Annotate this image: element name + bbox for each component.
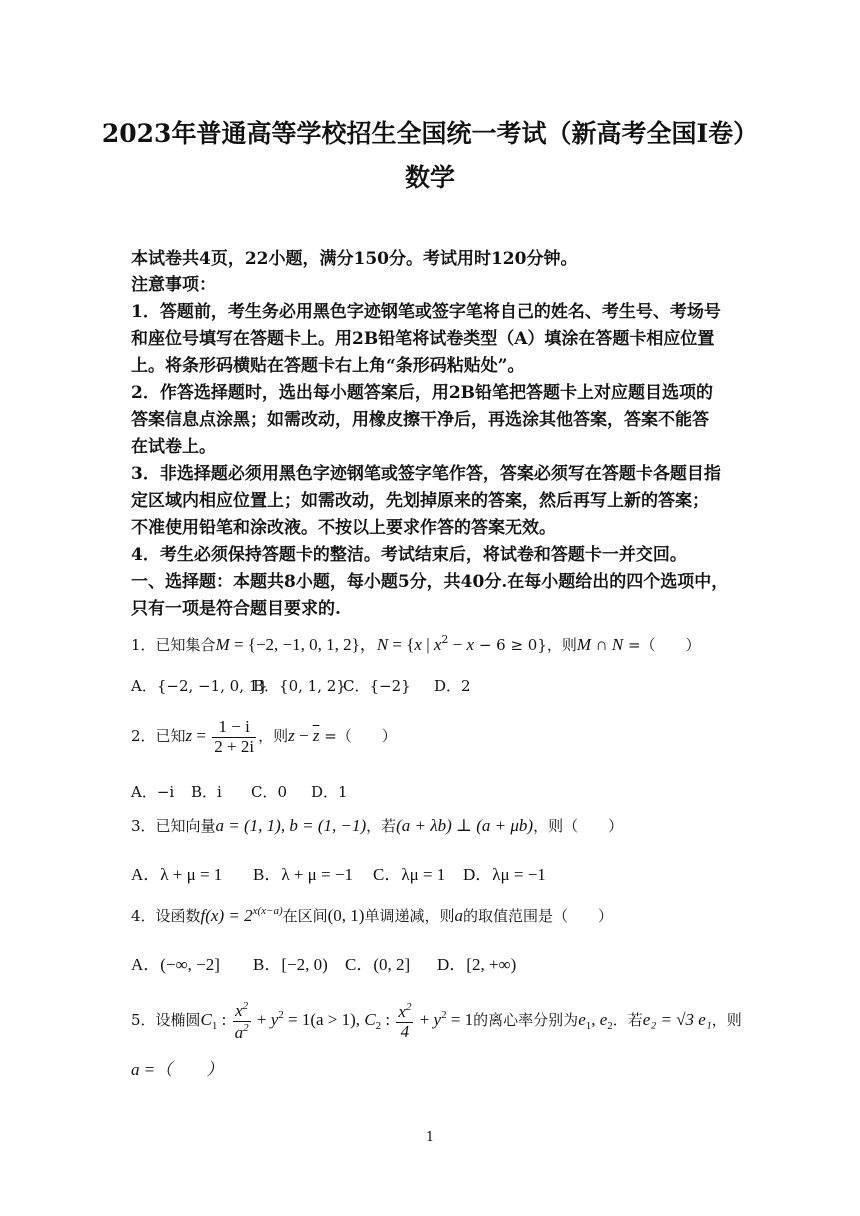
question-4-options [131, 950, 516, 975]
page-number: 1 [425, 1130, 435, 1145]
question-3-stem: 3．已知向量a = (1, 1), b = (1, −1)，若(a + λb) ⊥ (a + μb)，则（ ） [131, 816, 624, 835]
option-a[interactable]: A．(−∞, −2] [131, 955, 220, 974]
fraction: $\frac{x^2}{a^2}$ [234, 1000, 249, 1042]
option-c[interactable]: C．(0, 2] [345, 955, 411, 974]
notice-line: 答案信息点涂黑；如需改动，用橡皮擦干净后，再选涂其他答案，答案不能答 [131, 410, 709, 430]
option-a[interactable]: A．λ + μ = 1 [131, 865, 223, 884]
question-5-stem: 5．设椭圆$C_1$ : $\frac{x^2}{a^2}$ + $y^2 = 1(a > 1)$, $C_2$ : $\frac{x^2}{4}$ + $y^2 = 1$的离心率分别为$e_1$, $e_2$．若e₂ = √3 e₁，则 [131, 1000, 742, 1042]
option-d[interactable]: D．λμ = −1 [463, 865, 546, 884]
question-1-stem: 1．已知集合M = {−2, −1, 0, 1, 2}，N = {x | $x^2 - x - 6 \ge 0$}，则M ∩ N =（ ） [131, 633, 701, 654]
notice-line: 2．作答选择题时，选出每小题答案后，用2B铅笔把答题卡上对应题目选项的 [131, 383, 714, 403]
option-c[interactable]: C．0 [251, 783, 288, 801]
option-b[interactable]: B．[−2, 0) [253, 955, 328, 974]
notice-line: 4．考生必须保持答题卡的整洁。考试结束后，将试卷和答题卡一并交回。 [131, 545, 687, 565]
exam-title: 2023年普通高等学校招生全国统一考试（新高考全国Ⅰ卷） [101, 119, 759, 148]
option-d[interactable]: D．[2, +∞) [437, 955, 517, 974]
fraction: $\frac{x^2}{4}$ [398, 1001, 412, 1041]
notice-line: 定区域内相应位置上；如需改动，先划掉原来的答案，然后再写上新的答案； [131, 491, 709, 511]
notice-line: 上。将条形码横贴在答题卡右上角“条形码粘贴处”。 [131, 356, 525, 376]
option-a[interactable]: A．−i [131, 783, 175, 801]
notice-line: 在试卷上。 [131, 437, 216, 457]
notice-line: 1．答题前，考生务必用黑色字迹钢笔或签字笔将自己的姓名、考生号、考场号 [131, 302, 721, 322]
notice-line: 3．非选择题必须用黑色字迹钢笔或签字笔作答，答案必须写在答题卡各题目指 [131, 464, 721, 484]
section-heading-cont: 只有一项是符合题目要求的. [131, 599, 341, 619]
question-2-stem: 2．已知z = $\frac{1 - i}{2 + 2i}$ ，则$z - \overline{z}$ =（ ） [131, 717, 397, 756]
option-b[interactable]: B．i [191, 783, 222, 801]
question-1-options [131, 675, 471, 696]
question-4-stem: 4．设函数$f(x) = 2^{x(x-a)}$在区间(0, 1)单调递减，则a的取值范围是（ ） [131, 905, 613, 925]
option-b[interactable]: B．λ + μ = −1 [253, 865, 353, 884]
question-5-stem-cont: a =（ ） [131, 1060, 224, 1079]
question-3-options [131, 860, 546, 885]
option-b[interactable]: B．{0, 1, 2} [253, 677, 346, 695]
option-a[interactable]: A．{−2, −1, 0, 1} [131, 677, 268, 695]
option-d[interactable]: D．2 [434, 677, 471, 695]
option-c[interactable]: C．λμ = 1 [373, 865, 446, 884]
notice-line: 不准使用铅笔和涂改液。不按以上要求作答的答案无效。 [131, 518, 556, 538]
question-2-options [131, 781, 348, 802]
exam-intro: 本试卷共4页，22小题，满分150分。考试用时120分钟。 [131, 249, 578, 269]
section-heading: 一、选择题：本题共8小题，每小题5分，共40分.在每小题给出的四个选项中， [131, 572, 729, 592]
exam-subject: 数学 [404, 163, 455, 192]
option-d[interactable]: D．1 [311, 783, 348, 801]
fraction: $\frac{1 - i}{2 + 2i}$ [214, 717, 255, 756]
option-c[interactable]: C．{−2} [343, 677, 411, 695]
notice-title: 注意事项： [131, 275, 216, 295]
notice-line: 和座位号填写在答题卡上。用2B铅笔将试卷类型（A）填涂在答题卡相应位置 [131, 329, 715, 349]
